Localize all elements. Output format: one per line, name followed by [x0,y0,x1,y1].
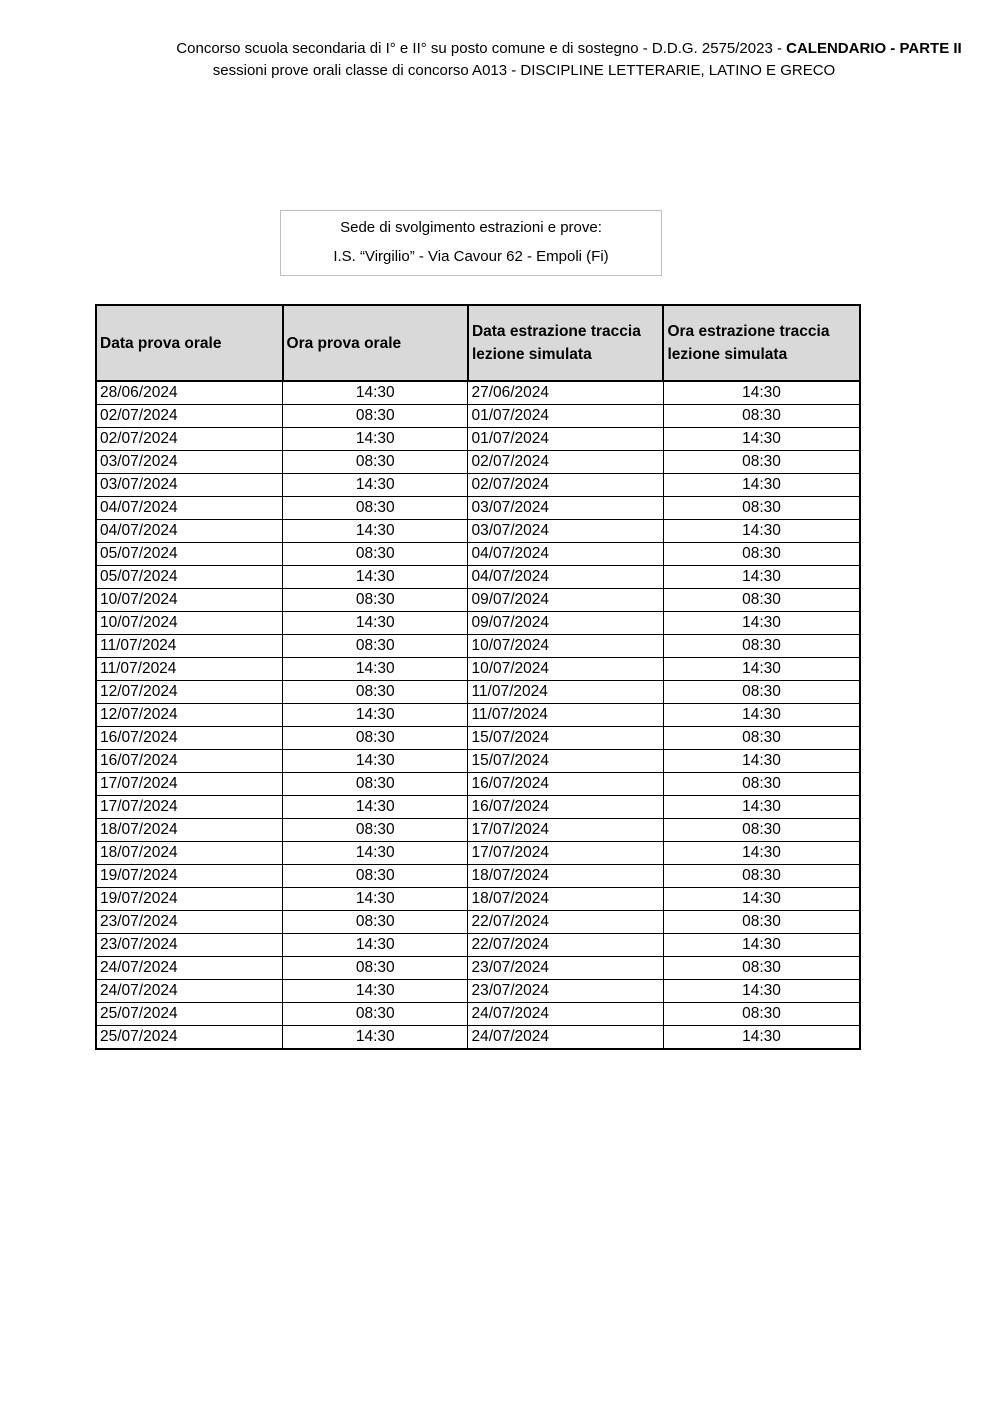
table-row [96,842,860,865]
cell-data-prova: 25/07/2024 [96,1026,283,1050]
cell-data-estrazione: 22/07/2024 [468,911,664,934]
cell-data-prova: 10/07/2024 [96,589,283,612]
cell-ora-prova: 14:30 [283,612,468,635]
cell-data-prova: 25/07/2024 [96,1003,283,1026]
table-row [96,474,860,497]
table-row [96,658,860,681]
table-row [96,612,860,635]
cell-ora-prova: 08:30 [283,635,468,658]
column-header-data-prova: Data prova orale [96,305,283,381]
cell-ora-estrazione: 14:30 [663,888,860,911]
cell-ora-prova: 14:30 [283,750,468,773]
cell-data-prova: 24/07/2024 [96,957,283,980]
cell-ora-estrazione: 08:30 [663,589,860,612]
cell-data-prova: 16/07/2024 [96,727,283,750]
cell-ora-estrazione: 14:30 [663,796,860,819]
cell-data-estrazione: 18/07/2024 [468,865,664,888]
cell-data-estrazione: 01/07/2024 [468,428,664,451]
cell-data-estrazione: 24/07/2024 [468,1003,664,1026]
column-header-data-estrazione: Data estrazione traccia lezione simulata [468,305,664,381]
cell-ora-estrazione: 08:30 [663,451,860,474]
cell-data-prova: 03/07/2024 [96,451,283,474]
cell-data-estrazione: 03/07/2024 [468,497,664,520]
cell-data-estrazione: 23/07/2024 [468,957,664,980]
cell-data-estrazione: 18/07/2024 [468,888,664,911]
cell-ora-estrazione: 14:30 [663,1026,860,1050]
cell-ora-prova: 14:30 [283,658,468,681]
cell-ora-estrazione: 14:30 [663,612,860,635]
cell-data-prova: 12/07/2024 [96,704,283,727]
cell-data-prova: 17/07/2024 [96,773,283,796]
cell-data-estrazione: 04/07/2024 [468,543,664,566]
cell-ora-estrazione: 14:30 [663,704,860,727]
cell-ora-prova: 08:30 [283,911,468,934]
table-row [96,934,860,957]
cell-data-prova: 02/07/2024 [96,428,283,451]
cell-data-estrazione: 16/07/2024 [468,796,664,819]
cell-data-prova: 10/07/2024 [96,612,283,635]
cell-data-prova: 11/07/2024 [96,635,283,658]
table-row [96,428,860,451]
cell-ora-prova: 08:30 [283,451,468,474]
venue-label: Sede di svolgimento estrazioni e prove: [340,219,602,236]
cell-ora-estrazione: 08:30 [663,681,860,704]
table-row [96,681,860,704]
column-header-ora-prova: Ora prova orale [283,305,468,381]
cell-ora-prova: 14:30 [283,566,468,589]
cell-ora-estrazione: 14:30 [663,474,860,497]
table-header-row [96,305,860,381]
cell-data-estrazione: 02/07/2024 [468,474,664,497]
venue-address: I.S. “Virgilio” - Via Cavour 62 - Empoli (Fi) [333,248,609,265]
cell-ora-prova: 14:30 [283,934,468,957]
cell-ora-prova: 08:30 [283,957,468,980]
cell-ora-estrazione: 14:30 [663,934,860,957]
cell-ora-prova: 14:30 [283,1026,468,1050]
cell-data-estrazione: 16/07/2024 [468,773,664,796]
cell-data-prova: 03/07/2024 [96,474,283,497]
cell-ora-estrazione: 08:30 [663,911,860,934]
cell-ora-prova: 08:30 [283,681,468,704]
table-row [96,796,860,819]
cell-ora-prova: 08:30 [283,819,468,842]
cell-ora-estrazione: 08:30 [663,543,860,566]
cell-ora-estrazione: 08:30 [663,1003,860,1026]
cell-ora-prova: 14:30 [283,520,468,543]
cell-ora-estrazione: 08:30 [663,957,860,980]
cell-ora-prova: 14:30 [283,428,468,451]
cell-ora-prova: 14:30 [283,842,468,865]
table-row [96,520,860,543]
cell-ora-estrazione: 08:30 [663,727,860,750]
cell-data-estrazione: 09/07/2024 [468,589,664,612]
cell-data-estrazione: 01/07/2024 [468,405,664,428]
cell-data-prova: 17/07/2024 [96,796,283,819]
table-row [96,773,860,796]
cell-data-estrazione: 02/07/2024 [468,451,664,474]
cell-ora-prova: 14:30 [283,980,468,1003]
cell-data-prova: 23/07/2024 [96,934,283,957]
cell-data-estrazione: 04/07/2024 [468,566,664,589]
cell-data-prova: 04/07/2024 [96,497,283,520]
table-row [96,819,860,842]
table-row [96,451,860,474]
cell-data-estrazione: 15/07/2024 [468,727,664,750]
cell-ora-prova: 08:30 [283,405,468,428]
schedule-body [96,381,860,1049]
cell-data-estrazione: 10/07/2024 [468,635,664,658]
header-title: Concorso scuola secondaria di I° e II° su posto comune e di sostegno - D.D.G. 2575/2023 - [176,40,787,57]
table-row [96,589,860,612]
cell-ora-prova: 08:30 [283,543,468,566]
cell-ora-estrazione: 08:30 [663,865,860,888]
cell-data-estrazione: 15/07/2024 [468,750,664,773]
table-row [96,543,860,566]
table-row [96,381,860,405]
cell-data-estrazione: 17/07/2024 [468,842,664,865]
cell-data-estrazione: 24/07/2024 [468,1026,664,1050]
cell-ora-prova: 08:30 [283,589,468,612]
cell-ora-estrazione: 08:30 [663,819,860,842]
header-subtitle: sessioni prove orali classe di concorso A013 - DISCIPLINE LETTERARIE, LATINO E GRECO [212,62,836,79]
table-row [96,566,860,589]
table-row [96,888,860,911]
cell-ora-estrazione: 14:30 [663,842,860,865]
cell-ora-estrazione: 14:30 [663,980,860,1003]
schedule-table [95,304,861,1050]
cell-data-estrazione: 09/07/2024 [468,612,664,635]
cell-ora-estrazione: 14:30 [663,428,860,451]
cell-data-prova: 19/07/2024 [96,865,283,888]
cell-ora-prova: 08:30 [283,865,468,888]
cell-data-prova: 16/07/2024 [96,750,283,773]
table-row [96,957,860,980]
cell-ora-prova: 08:30 [283,497,468,520]
venue-box [280,210,662,276]
cell-ora-prova: 14:30 [283,381,468,405]
table-row [96,911,860,934]
cell-data-prova: 18/07/2024 [96,819,283,842]
table-row [96,980,860,1003]
table-row [96,865,860,888]
cell-data-prova: 04/07/2024 [96,520,283,543]
cell-ora-estrazione: 14:30 [663,520,860,543]
cell-data-prova: 05/07/2024 [96,566,283,589]
cell-ora-prova: 14:30 [283,704,468,727]
cell-data-prova: 28/06/2024 [96,381,283,405]
cell-data-prova: 02/07/2024 [96,405,283,428]
table-row [96,405,860,428]
header-calendar-part: CALENDARIO - PARTE II [786,40,962,57]
table-row [96,750,860,773]
cell-ora-estrazione: 08:30 [663,635,860,658]
cell-ora-prova: 08:30 [283,1003,468,1026]
table-row [96,704,860,727]
cell-data-estrazione: 10/07/2024 [468,658,664,681]
cell-ora-prova: 08:30 [283,773,468,796]
header-line-1 [150,38,988,60]
cell-ora-estrazione: 14:30 [663,566,860,589]
cell-data-estrazione: 23/07/2024 [468,980,664,1003]
table-row [96,1003,860,1026]
table-row [96,497,860,520]
cell-data-prova: 23/07/2024 [96,911,283,934]
cell-data-estrazione: 03/07/2024 [468,520,664,543]
cell-data-estrazione: 11/07/2024 [468,704,664,727]
document-header [60,38,988,82]
cell-data-prova: 11/07/2024 [96,658,283,681]
cell-ora-estrazione: 08:30 [663,497,860,520]
cell-ora-prova: 14:30 [283,796,468,819]
cell-data-prova: 12/07/2024 [96,681,283,704]
cell-ora-estrazione: 08:30 [663,773,860,796]
cell-ora-prova: 08:30 [283,727,468,750]
table-row [96,727,860,750]
cell-data-prova: 18/07/2024 [96,842,283,865]
cell-data-estrazione: 11/07/2024 [468,681,664,704]
cell-data-estrazione: 22/07/2024 [468,934,664,957]
cell-ora-estrazione: 14:30 [663,381,860,405]
cell-data-estrazione: 17/07/2024 [468,819,664,842]
cell-ora-estrazione: 14:30 [663,658,860,681]
table-row [96,1026,860,1050]
cell-ora-estrazione: 08:30 [663,405,860,428]
cell-ora-prova: 14:30 [283,888,468,911]
cell-data-prova: 19/07/2024 [96,888,283,911]
cell-data-prova: 05/07/2024 [96,543,283,566]
cell-data-prova: 24/07/2024 [96,980,283,1003]
cell-ora-prova: 14:30 [283,474,468,497]
table-row [96,635,860,658]
cell-ora-estrazione: 14:30 [663,750,860,773]
cell-data-estrazione: 27/06/2024 [468,381,664,405]
column-header-ora-estrazione: Ora estrazione traccia lezione simulata [663,305,860,381]
